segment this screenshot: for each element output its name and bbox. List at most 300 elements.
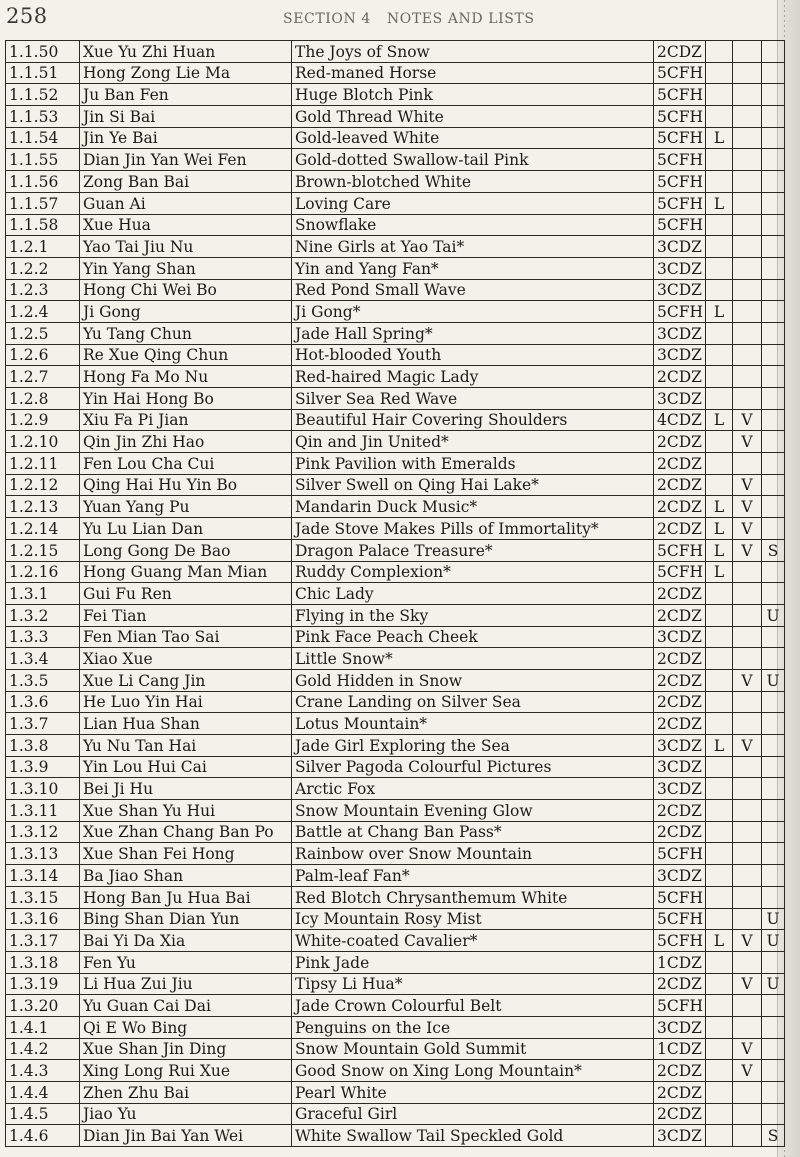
section-label: SECTION 4 <box>283 11 371 27</box>
english-name: Red-maned Horse <box>292 62 654 84</box>
english-name: Pink Jade <box>292 951 654 973</box>
flag-v: V <box>733 496 762 518</box>
flag-s-u <box>762 1060 785 1082</box>
grade-code: 3CDZ <box>654 735 706 757</box>
english-name: Good Snow on Xing Long Mountain* <box>292 1060 654 1082</box>
english-name: Icy Mountain Rosy Mist <box>292 908 654 930</box>
grade-code: 3CDZ <box>654 626 706 648</box>
table-row <box>6 951 785 973</box>
cultivar-code: 1.2.13 <box>6 496 80 518</box>
english-name: Brown-blotched White <box>292 171 654 193</box>
flag-l <box>706 713 733 735</box>
chinese-name: Fen Mian Tao Sai <box>80 626 292 648</box>
cultivar-code: 1.3.9 <box>6 756 80 778</box>
flag-s-u: U <box>762 973 785 995</box>
table-row <box>6 496 785 518</box>
grade-code: 2CDZ <box>654 518 706 540</box>
table-row <box>6 474 785 496</box>
cultivar-code: 1.4.6 <box>6 1125 80 1147</box>
flag-s-u <box>762 821 785 843</box>
cultivar-code: 1.3.12 <box>6 821 80 843</box>
flag-l <box>706 1016 733 1038</box>
flag-s-u <box>762 626 785 648</box>
chinese-name: Dian Jin Yan Wei Fen <box>80 149 292 171</box>
english-name: Silver Pagoda Colourful Pictures <box>292 756 654 778</box>
chinese-name: Fen Yu <box>80 951 292 973</box>
grade-code: 1CDZ <box>654 951 706 973</box>
cultivar-code: 1.2.1 <box>6 236 80 258</box>
grade-code: 2CDZ <box>654 973 706 995</box>
chinese-name: Xue Zhan Chang Ban Po <box>80 821 292 843</box>
table-row <box>6 1125 785 1147</box>
flag-s-u <box>762 84 785 106</box>
flag-s-u <box>762 431 785 453</box>
flag-v <box>733 800 762 822</box>
cultivar-code: 1.3.18 <box>6 951 80 973</box>
chinese-name: Ji Gong <box>80 301 292 323</box>
english-name: Flying in the Sky <box>292 604 654 626</box>
chinese-name: Yuan Yang Pu <box>80 496 292 518</box>
english-name: Jade Girl Exploring the Sea <box>292 735 654 757</box>
english-name: The Joys of Snow <box>292 41 654 63</box>
cultivar-code: 1.3.15 <box>6 886 80 908</box>
cultivar-code: 1.3.10 <box>6 778 80 800</box>
grade-code: 2CDZ <box>654 1060 706 1082</box>
grade-code: 2CDZ <box>654 713 706 735</box>
flag-s-u <box>762 41 785 63</box>
english-name: Jade Stove Makes Pills of Immortality* <box>292 518 654 540</box>
cultivar-code: 1.3.1 <box>6 583 80 605</box>
flag-v: V <box>733 474 762 496</box>
cultivar-code: 1.2.11 <box>6 453 80 475</box>
grade-code: 2CDZ <box>654 604 706 626</box>
flag-v <box>733 322 762 344</box>
table-row <box>6 1103 785 1125</box>
chinese-name: Re Xue Qing Chun <box>80 344 292 366</box>
grade-code: 5CFH <box>654 192 706 214</box>
flag-s-u <box>762 62 785 84</box>
cultivar-code: 1.2.12 <box>6 474 80 496</box>
cultivar-code: 1.2.5 <box>6 322 80 344</box>
table-row <box>6 62 785 84</box>
flag-l <box>706 865 733 887</box>
flag-l: L <box>706 930 733 952</box>
english-name: Red Blotch Chrysanthemum White <box>292 886 654 908</box>
flag-v <box>733 192 762 214</box>
english-name: Yin and Yang Fan* <box>292 257 654 279</box>
grade-code: 5CFH <box>654 214 706 236</box>
flag-l <box>706 648 733 670</box>
english-name: Ruddy Complexion* <box>292 561 654 583</box>
english-name: Jade Crown Colourful Belt <box>292 995 654 1017</box>
flag-s-u <box>762 474 785 496</box>
flag-v <box>733 127 762 149</box>
grade-code: 5CFH <box>654 62 706 84</box>
grade-code: 5CFH <box>654 561 706 583</box>
cultivar-code: 1.4.4 <box>6 1082 80 1104</box>
english-name: Palm-leaf Fan* <box>292 865 654 887</box>
chinese-name: Xue Shan Fei Hong <box>80 843 292 865</box>
grade-code: 3CDZ <box>654 344 706 366</box>
table-row <box>6 886 785 908</box>
flag-s-u <box>762 366 785 388</box>
chinese-name: Bing Shan Dian Yun <box>80 908 292 930</box>
flag-v: V <box>733 409 762 431</box>
flag-v <box>733 62 762 84</box>
flag-l <box>706 604 733 626</box>
flag-l: L <box>706 518 733 540</box>
cultivar-code: 1.1.53 <box>6 106 80 128</box>
cultivar-code: 1.1.54 <box>6 127 80 149</box>
cultivar-code: 1.3.2 <box>6 604 80 626</box>
flag-s-u <box>762 149 785 171</box>
chinese-name: Long Gong De Bao <box>80 539 292 561</box>
flag-v <box>733 951 762 973</box>
flag-s-u <box>762 496 785 518</box>
chinese-name: Ju Ban Fen <box>80 84 292 106</box>
flag-l: L <box>706 561 733 583</box>
cultivar-code: 1.1.55 <box>6 149 80 171</box>
flag-v <box>733 453 762 475</box>
table-row <box>6 322 785 344</box>
english-name: Chic Lady <box>292 583 654 605</box>
grade-code: 2CDZ <box>654 41 706 63</box>
english-name: Mandarin Duck Music* <box>292 496 654 518</box>
grade-code: 3CDZ <box>654 236 706 258</box>
grade-code: 3CDZ <box>654 1016 706 1038</box>
chinese-name: Qin Jin Zhi Hao <box>80 431 292 453</box>
cultivar-code: 1.3.17 <box>6 930 80 952</box>
grade-code: 3CDZ <box>654 865 706 887</box>
cultivar-code: 1.4.3 <box>6 1060 80 1082</box>
english-name: Pink Face Peach Cheek <box>292 626 654 648</box>
flag-s-u <box>762 1016 785 1038</box>
flag-l <box>706 171 733 193</box>
english-name: White-coated Cavalier* <box>292 930 654 952</box>
table-row <box>6 843 785 865</box>
flag-l <box>706 279 733 301</box>
flag-v <box>733 756 762 778</box>
cultivar-code: 1.4.2 <box>6 1038 80 1060</box>
chinese-name: Yu Guan Cai Dai <box>80 995 292 1017</box>
table-body <box>6 41 785 1147</box>
chinese-name: Dian Jin Bai Yan Wei <box>80 1125 292 1147</box>
table-row <box>6 973 785 995</box>
table-row <box>6 1060 785 1082</box>
chinese-name: Yu Tang Chun <box>80 322 292 344</box>
grade-code: 5CFH <box>654 539 706 561</box>
cultivar-code: 1.1.57 <box>6 192 80 214</box>
flag-l <box>706 843 733 865</box>
flag-s-u <box>762 344 785 366</box>
flag-s-u <box>762 301 785 323</box>
flag-l <box>706 366 733 388</box>
grade-code: 3CDZ <box>654 1125 706 1147</box>
flag-s-u <box>762 778 785 800</box>
cultivar-code: 1.1.51 <box>6 62 80 84</box>
cultivar-code: 1.1.52 <box>6 84 80 106</box>
flag-v <box>733 908 762 930</box>
table-row <box>6 214 785 236</box>
chinese-name: Yu Lu Lian Dan <box>80 518 292 540</box>
english-name: Graceful Girl <box>292 1103 654 1125</box>
cultivar-code: 1.1.56 <box>6 171 80 193</box>
flag-v <box>733 1103 762 1125</box>
flag-v: V <box>733 973 762 995</box>
chinese-name: Yin Lou Hui Cai <box>80 756 292 778</box>
chinese-name: Li Hua Zui Jiu <box>80 973 292 995</box>
english-name: Loving Care <box>292 192 654 214</box>
flag-l <box>706 691 733 713</box>
flag-s-u: U <box>762 930 785 952</box>
flag-v <box>733 626 762 648</box>
table-row <box>6 669 785 691</box>
flag-l: L <box>706 409 733 431</box>
chinese-name: Fen Lou Cha Cui <box>80 453 292 475</box>
chinese-name: Bei Ji Hu <box>80 778 292 800</box>
english-name: Dragon Palace Treasure* <box>292 539 654 561</box>
grade-code: 5CFH <box>654 149 706 171</box>
chinese-name: Jin Si Bai <box>80 106 292 128</box>
english-name: Rainbow over Snow Mountain <box>292 843 654 865</box>
flag-s-u <box>762 800 785 822</box>
cultivar-code: 1.3.11 <box>6 800 80 822</box>
chinese-name: Ba Jiao Shan <box>80 865 292 887</box>
flag-s-u: S <box>762 539 785 561</box>
flag-s-u <box>762 106 785 128</box>
flag-s-u <box>762 713 785 735</box>
table-row <box>6 344 785 366</box>
flag-l <box>706 388 733 410</box>
cultivar-code: 1.3.3 <box>6 626 80 648</box>
grade-code: 3CDZ <box>654 778 706 800</box>
grade-code: 2CDZ <box>654 1103 706 1125</box>
table-row <box>6 192 785 214</box>
grade-code: 5CFH <box>654 171 706 193</box>
page-number: 258 <box>6 4 48 28</box>
flag-v <box>733 865 762 887</box>
cultivar-code: 1.3.5 <box>6 669 80 691</box>
table-row <box>6 995 785 1017</box>
flag-s-u <box>762 886 785 908</box>
english-name: Pearl White <box>292 1082 654 1104</box>
flag-v <box>733 41 762 63</box>
english-name: Little Snow* <box>292 648 654 670</box>
flag-l <box>706 1125 733 1147</box>
flag-l <box>706 322 733 344</box>
cultivar-code: 1.2.6 <box>6 344 80 366</box>
grade-code: 5CFH <box>654 908 706 930</box>
flag-l: L <box>706 192 733 214</box>
grade-code: 5CFH <box>654 127 706 149</box>
cultivar-code: 1.2.14 <box>6 518 80 540</box>
grade-code: 5CFH <box>654 301 706 323</box>
flag-s-u <box>762 735 785 757</box>
flag-s-u <box>762 843 785 865</box>
table-row <box>6 409 785 431</box>
cultivar-code: 1.3.4 <box>6 648 80 670</box>
chinese-name: Xue Shan Jin Ding <box>80 1038 292 1060</box>
english-name: Silver Swell on Qing Hai Lake* <box>292 474 654 496</box>
flag-l <box>706 453 733 475</box>
chinese-name: Guan Ai <box>80 192 292 214</box>
flag-l <box>706 1103 733 1125</box>
table-row <box>6 41 785 63</box>
cultivar-code: 1.1.58 <box>6 214 80 236</box>
flag-s-u <box>762 756 785 778</box>
english-name: Penguins on the Ice <box>292 1016 654 1038</box>
cultivar-code: 1.2.7 <box>6 366 80 388</box>
grade-code: 2CDZ <box>654 496 706 518</box>
chinese-name: Hong Guang Man Mian <box>80 561 292 583</box>
english-name: Gold-dotted Swallow-tail Pink <box>292 149 654 171</box>
cultivar-code: 1.2.8 <box>6 388 80 410</box>
chinese-name: Zhen Zhu Bai <box>80 1082 292 1104</box>
cultivar-code: 1.4.5 <box>6 1103 80 1125</box>
grade-code: 5CFH <box>654 886 706 908</box>
cultivar-code: 1.2.16 <box>6 561 80 583</box>
chinese-name: Fei Tian <box>80 604 292 626</box>
flag-v: V <box>733 539 762 561</box>
flag-l <box>706 626 733 648</box>
english-name: Crane Landing on Silver Sea <box>292 691 654 713</box>
cultivar-code: 1.2.15 <box>6 539 80 561</box>
flag-v <box>733 171 762 193</box>
table-row <box>6 236 785 258</box>
chinese-name: Yu Nu Tan Hai <box>80 735 292 757</box>
english-name: Jade Hall Spring* <box>292 322 654 344</box>
flag-s-u <box>762 409 785 431</box>
cultivar-code: 1.1.50 <box>6 41 80 63</box>
flag-v <box>733 691 762 713</box>
table-row <box>6 301 785 323</box>
grade-code: 2CDZ <box>654 669 706 691</box>
cultivar-code: 1.3.8 <box>6 735 80 757</box>
english-name: Arctic Fox <box>292 778 654 800</box>
flag-v <box>733 366 762 388</box>
table-row <box>6 1016 785 1038</box>
table-row <box>6 106 785 128</box>
flag-s-u <box>762 583 785 605</box>
chinese-name: Hong Chi Wei Bo <box>80 279 292 301</box>
chinese-name: Yao Tai Jiu Nu <box>80 236 292 258</box>
grade-code: 3CDZ <box>654 756 706 778</box>
flag-l <box>706 908 733 930</box>
chinese-name: Xue Li Cang Jin <box>80 669 292 691</box>
flag-v <box>733 583 762 605</box>
cultivar-code: 1.3.16 <box>6 908 80 930</box>
flag-s-u <box>762 453 785 475</box>
chinese-name: Zong Ban Bai <box>80 171 292 193</box>
english-name: Red-haired Magic Lady <box>292 366 654 388</box>
chinese-name: Xiu Fa Pi Jian <box>80 409 292 431</box>
flag-v: V <box>733 930 762 952</box>
cultivar-code: 1.3.7 <box>6 713 80 735</box>
flag-l <box>706 973 733 995</box>
flag-l <box>706 62 733 84</box>
english-name: Ji Gong* <box>292 301 654 323</box>
flag-v <box>733 1125 762 1147</box>
flag-l: L <box>706 539 733 561</box>
flag-s-u <box>762 691 785 713</box>
english-name: Gold-leaved White <box>292 127 654 149</box>
flag-l <box>706 669 733 691</box>
english-name: Snowflake <box>292 214 654 236</box>
table-row <box>6 648 785 670</box>
flag-l <box>706 886 733 908</box>
table-row <box>6 84 785 106</box>
table-row <box>6 778 785 800</box>
flag-v: V <box>733 518 762 540</box>
flag-v: V <box>733 1038 762 1060</box>
flag-v <box>733 257 762 279</box>
table-row <box>6 366 785 388</box>
grade-code: 2CDZ <box>654 691 706 713</box>
flag-s-u <box>762 995 785 1017</box>
flag-l <box>706 1082 733 1104</box>
english-name: Snow Mountain Gold Summit <box>292 1038 654 1060</box>
flag-l <box>706 800 733 822</box>
cultivar-code: 1.2.10 <box>6 431 80 453</box>
english-name: Huge Blotch Pink <box>292 84 654 106</box>
chinese-name: Xiao Xue <box>80 648 292 670</box>
flag-s-u: U <box>762 669 785 691</box>
chinese-name: Yin Yang Shan <box>80 257 292 279</box>
chinese-name: Bai Yi Da Xia <box>80 930 292 952</box>
flag-v <box>733 713 762 735</box>
chinese-name: He Luo Yin Hai <box>80 691 292 713</box>
flag-v <box>733 149 762 171</box>
table-row <box>6 713 785 735</box>
grade-code: 3CDZ <box>654 257 706 279</box>
flag-s-u <box>762 648 785 670</box>
flag-s-u <box>762 865 785 887</box>
chinese-name: Hong Zong Lie Ma <box>80 62 292 84</box>
flag-s-u <box>762 171 785 193</box>
flag-l <box>706 778 733 800</box>
cultivar-code: 1.4.1 <box>6 1016 80 1038</box>
table-row <box>6 735 785 757</box>
flag-v <box>733 279 762 301</box>
cultivar-code: 1.2.3 <box>6 279 80 301</box>
grade-code: 2CDZ <box>654 474 706 496</box>
grade-code: 2CDZ <box>654 453 706 475</box>
flag-l <box>706 821 733 843</box>
table-row <box>6 626 785 648</box>
english-name: Gold Hidden in Snow <box>292 669 654 691</box>
flag-v <box>733 995 762 1017</box>
table-row <box>6 127 785 149</box>
cultivar-table <box>5 40 785 1147</box>
flag-l <box>706 41 733 63</box>
chinese-name: Xing Long Rui Xue <box>80 1060 292 1082</box>
english-name: Tipsy Li Hua* <box>292 973 654 995</box>
flag-v <box>733 388 762 410</box>
table-row <box>6 171 785 193</box>
english-name: Snow Mountain Evening Glow <box>292 800 654 822</box>
flag-v <box>733 344 762 366</box>
flag-l <box>706 1060 733 1082</box>
chinese-name: Xue Hua <box>80 214 292 236</box>
flag-s-u: U <box>762 604 785 626</box>
section-title: NOTES AND LISTS <box>386 11 535 27</box>
flag-l <box>706 431 733 453</box>
english-name: Lotus Mountain* <box>292 713 654 735</box>
cultivar-code: 1.3.20 <box>6 995 80 1017</box>
grade-code: 2CDZ <box>654 366 706 388</box>
grade-code: 5CFH <box>654 84 706 106</box>
grade-code: 2CDZ <box>654 431 706 453</box>
